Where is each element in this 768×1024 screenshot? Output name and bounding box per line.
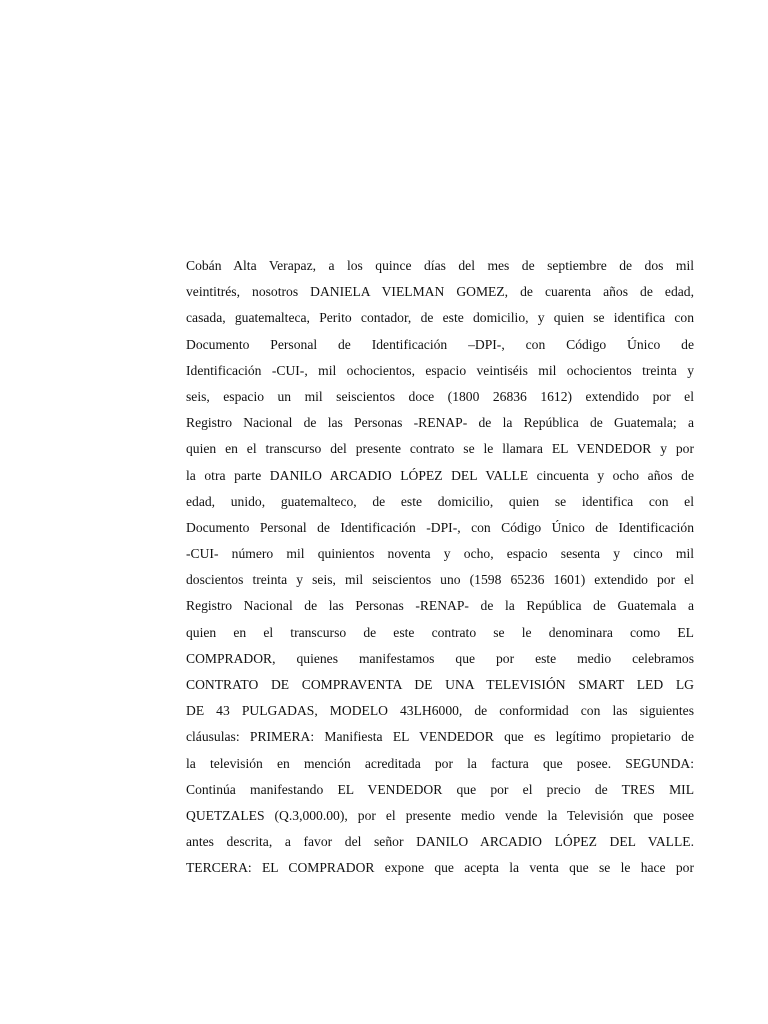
text-line-5: Identificación -CUI-, mil ochocientos, espacio veintiséis mil ochocientos treinta y (186, 362, 694, 378)
text-line-2: veintitrés, nosotros DANIELA VIELMAN GOMEZ, de cuarenta años de edad, (186, 284, 694, 300)
text-line-13: doscientos treinta y seis, mil seiscientos uno (1598 65236 1601) extendido por el (186, 572, 694, 588)
text-line-21: Continúa manifestando EL VENDEDOR que por el precio de TRES MIL (186, 781, 694, 797)
text-line-16: COMPRADOR, quienes manifestamos que por este medio celebramos (186, 650, 694, 666)
text-line-19: cláusulas: PRIMERA: Manifiesta EL VENDEDOR que es legítimo propietario de (186, 729, 694, 745)
text-line-20: la televisión en mención acreditada por la factura que posee. SEGUNDA: (186, 755, 694, 771)
contract-body-text (186, 253, 694, 882)
text-line-3: casada, guatemalteca, Perito contador, de este domicilio, y quien se identifica con (186, 310, 694, 326)
text-line-12: -CUI- número mil quinientos noventa y ocho, espacio sesenta y cinco mil (186, 546, 694, 562)
text-line-9: la otra parte DANILO ARCADIO LÓPEZ DEL VALLE cincuenta y ocho años de (186, 467, 694, 483)
text-line-18: DE 43 PULGADAS, MODELO 43LH6000, de conformidad con las siguientes (186, 703, 694, 719)
text-line-7: Registro Nacional de las Personas -RENAP- de la República de Guatemala; a (186, 415, 694, 431)
text-line-8: quien en el transcurso del presente contrato se le llamara EL VENDEDOR y por (186, 441, 694, 457)
text-line-17: CONTRATO DE COMPRAVENTA DE UNA TELEVISIÓN SMART LED LG (186, 677, 694, 692)
text-line-11: Documento Personal de Identificación -DPI-, con Código Único de Identificación (186, 519, 694, 535)
text-line-14: Registro Nacional de las Personas -RENAP- de la República de Guatemala a (186, 598, 694, 614)
text-line-1: Cobán Alta Verapaz, a los quince días del mes de septiembre de dos mil (186, 258, 694, 273)
text-line-6: seis, espacio un mil seiscientos doce (1800 26836 1612) extendido por el (186, 388, 694, 404)
text-line-22: QUETZALES (Q.3,000.00), por el presente medio vende la Televisión que posee (186, 807, 694, 823)
text-line-15: quien en el transcurso de este contrato se le denominara como EL (186, 624, 694, 640)
text-line-4: Documento Personal de Identificación –DPI-, con Código Único de (186, 336, 694, 352)
text-line-10: edad, unido, guatemalteco, de este domicilio, quien se identifica con el (186, 493, 694, 509)
text-line-23: antes descrita, a favor del señor DANILO ARCADIO LÓPEZ DEL VALLE. (186, 834, 694, 850)
text-line-24: TERCERA: EL COMPRADOR expone que acepta la venta que se le hace por (186, 860, 694, 876)
